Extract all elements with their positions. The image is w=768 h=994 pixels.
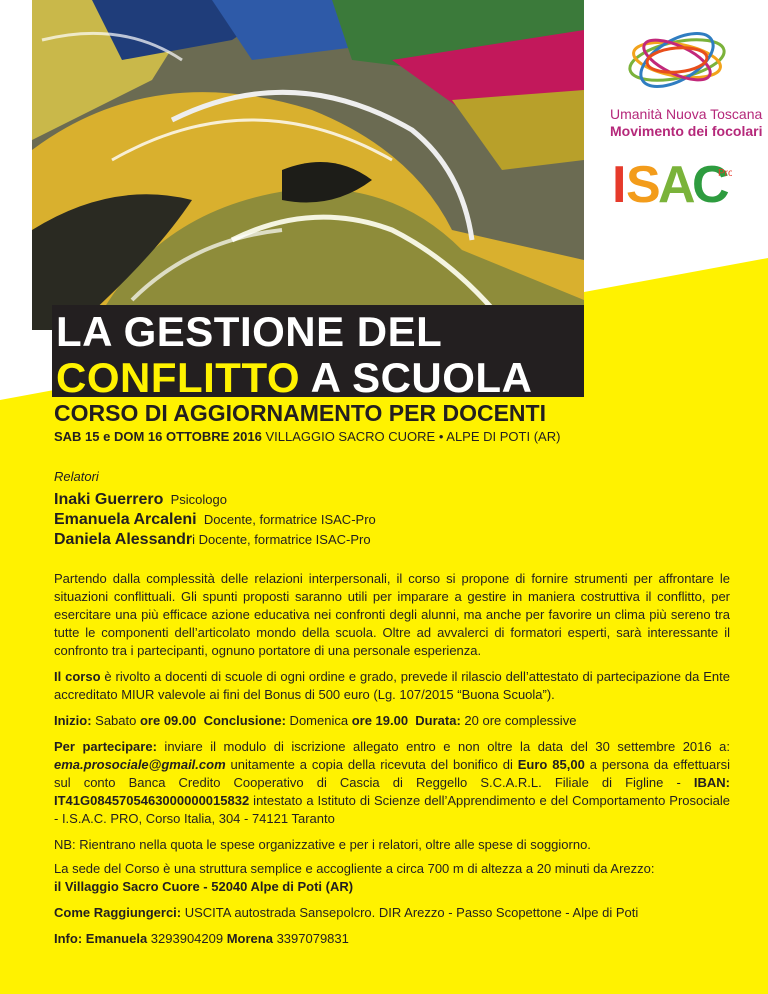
partecipare-text-4: intestato a Istituto di Scienze dell’Apprendimento e del Comportamento Prosociale - I.S.A.C. PRO, Corso Italia, 304 - 74121 Taranto [54,793,730,826]
info-label: Info: [54,931,83,946]
speaker-name: Daniela Alessandr [54,531,193,548]
inizio-day: Sabato [91,713,140,728]
speaker-name: Emanuela Arcaleni [54,511,197,528]
speaker-item [54,510,730,530]
intro-paragraph: Partendo dalla complessità delle relazioni interpersonali, il corso si propone di fornire strumenti per affrontare le situazioni conflittuali. Gli spunti proposti saranno utili per imparare a gestire in maniera costruttiva il conflitto, per esercitare una più efficace azione educativa nei confronti degli alunni, ma anche per favorire un clima più sereno tra tutte le componenti dell’articolato mondo della scuola. Oltre ad avvalerci di formatori esperti, sarà interessante il confronto tra i partecipanti, ognuno portatore di una personale esperienza. [54,571,730,658]
info-name-2: Morena [226,931,273,946]
orari-paragraph [54,712,730,730]
sede-paragraph [54,860,730,896]
artwork-image [32,0,584,330]
corso-paragraph [54,668,730,704]
fine-day: Domenica [285,713,352,728]
iban: IBAN: IT41G0845705463000000015832 [54,775,730,808]
speaker-item [54,530,730,550]
isac-pro-suffix: Pro [718,168,732,179]
speaker-role: Docente, formatrice ISAC-Pro [203,512,376,527]
swirl-logo-icon [622,20,732,100]
info-phone-2[interactable]: 3397079831 [272,931,349,946]
svg-text:S: S [626,156,659,214]
svg-text:I: I [612,156,625,214]
speaker-role: Psicologo [170,492,227,507]
partecipare-text-2: unitamente a copia della ricevuta del bonifico di [225,757,518,772]
event-place: VILLAGGIO SACRO CUORE • ALPE DI POTI (AR) [261,429,561,444]
inizio-time: ore 09.00 [139,713,197,728]
sede-address: il Villaggio Sacro Cuore - 52040 Alpe di Poti (AR) [54,879,354,894]
logo-line-2: Movimento dei focolari [610,123,763,139]
come-paragraph [54,904,730,922]
speaker-role: i Docente, formatrice ISAC-Pro [192,532,371,547]
logo-line-1: Umanità Nuova Toscana [610,106,763,122]
info-paragraph [54,930,730,948]
speaker-item [54,490,730,510]
isac-pro-logo [612,150,732,218]
come-text: USCITA autostrada Sansepolcro. DIR Arezzo - Passo Scopettone - Alpe di Poti [181,905,639,920]
title-line-1: LA GESTIONE DEL [56,308,443,355]
nb-paragraph: NB: Rientrano nella quota le spese organizzative e per i relatori, oltre alle spese di soggiorno. [54,837,591,852]
fee-amount: Euro 85,00 [517,757,585,772]
event-date: SAB 15 e DOM 16 OTTOBRE 2016 [54,429,262,444]
main-content [54,468,730,948]
svg-text:C: C [692,156,728,214]
corso-text: è rivolto a docenti di scuole di ogni ordine e grado, prevede il rilascio dell’attestato di partecipazione da Ente accreditato MIUR valevole ai fini del Bonus di 500 euro (Lg. 107/2015 “Buona Scuola”). [54,669,730,702]
speaker-name: Inaki Guerrero [54,491,164,508]
partecipare-paragraph [54,738,730,828]
sede-text: La sede del Corso è una struttura semplice e accogliente a circa 700 m di altezza a 20 minuti da Arezzo: [54,861,655,876]
come-label: Come Raggiungerci: [54,905,182,920]
corso-lead: Il corso [54,669,101,684]
subtitle: CORSO DI AGGIORNAMENTO PER DOCENTI [54,400,546,426]
email-link[interactable]: ema.prosociale@gmail.com [54,757,226,772]
movimento-focolari-logo [600,20,763,140]
title-line-2 [56,354,532,402]
durata-value: 20 ore complessive [460,713,577,728]
info-phone-1[interactable]: 3293904209 [147,931,227,946]
svg-text:A: A [658,156,694,214]
partecipare-text-1: inviare il modulo di iscrizione allegato entro e non oltre la data del 30 settembre 2016 a: [156,739,730,754]
title-highlight: CONFLITTO [56,354,301,401]
partecipare-label: Per partecipare: [54,739,157,754]
inizio-label: Inizio: [54,713,92,728]
info-name-1: Emanuela [82,931,148,946]
relatori-heading: Relatori [54,469,99,484]
partecipare-text-3: a persona da effettuarsi sul conto Banca Credito Cooperativo di Cascia di Reggello S.C.A.R.L. Filiale di Figline - [54,757,730,790]
fine-time: ore 19.00 [351,713,409,728]
dateline [54,429,560,444]
title-line-2-rest: A SCUOLA [300,354,533,401]
fine-label: Conclusione: [203,713,286,728]
durata-label: Durata: [415,713,461,728]
